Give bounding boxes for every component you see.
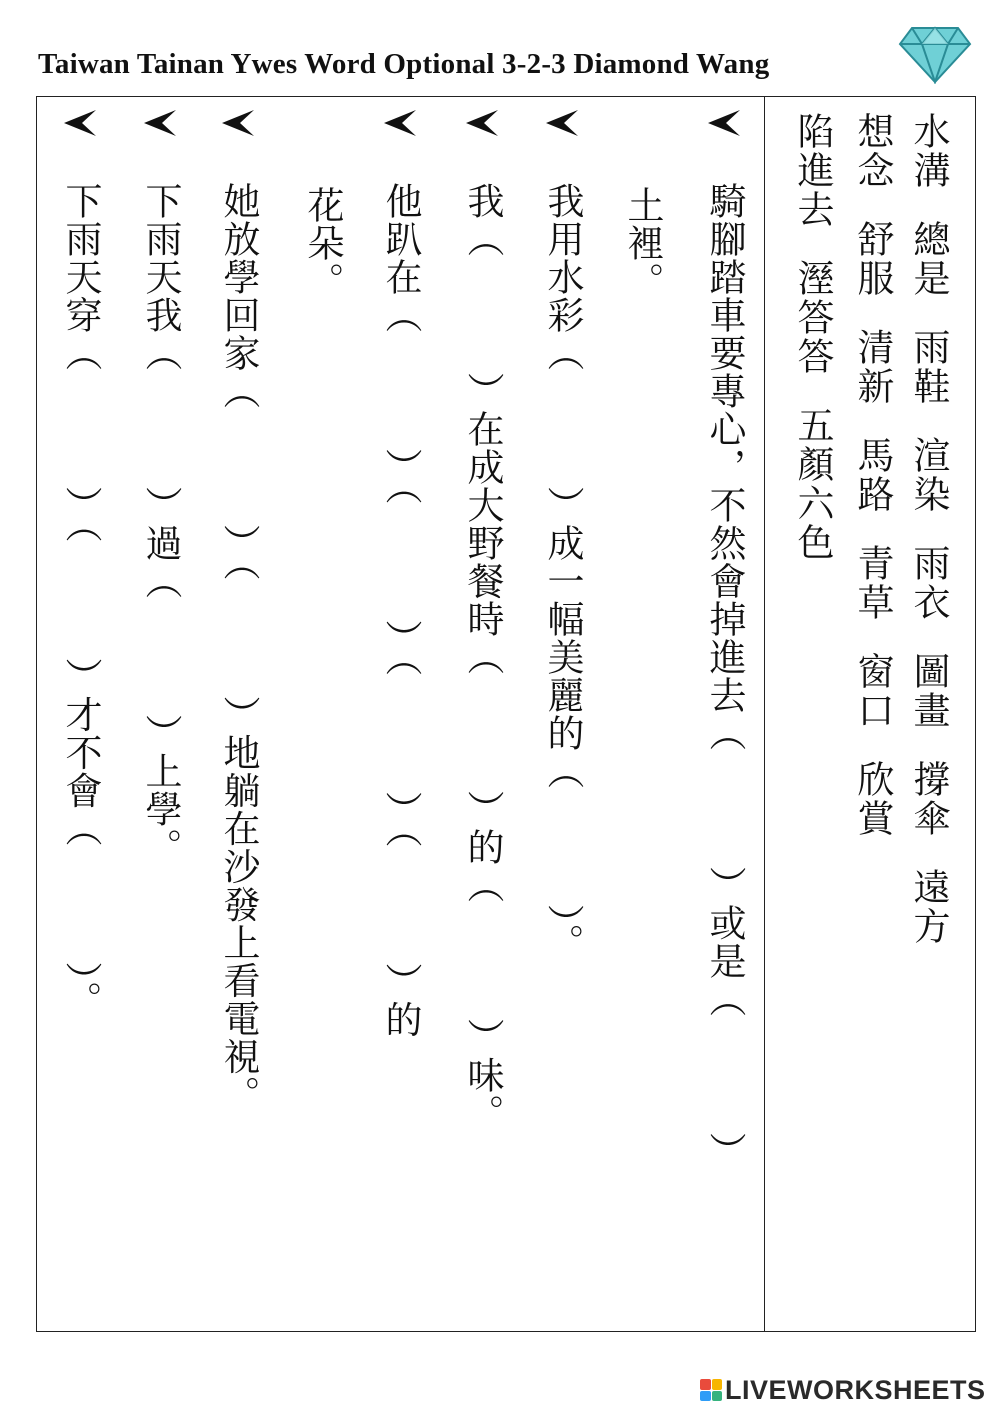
word-bank-word: 舒服: [851, 220, 894, 298]
question-item: [538, 100, 586, 1328]
question-text[interactable]: 他趴在（ ）（ ）（ ）（ ）的: [379, 182, 422, 1039]
question-item: [458, 100, 506, 1328]
bullet-arrow-icon: [382, 108, 418, 138]
word-bank-word: 想念: [851, 112, 894, 190]
question-text[interactable]: 騎腳踏車要專心，不然會掉進去（ ）或是（ ）: [703, 182, 746, 1170]
question-item: [376, 100, 424, 1328]
word-bank-column: [850, 112, 894, 1292]
question-text[interactable]: 我（ ）在成大野餐時（ ）的（ ）味。: [461, 182, 504, 1132]
bullet-arrow-icon: [544, 108, 580, 138]
liveworksheets-brand: LIVEWORKSHEETS: [725, 1374, 986, 1405]
question-text[interactable]: 下雨天穿（ ）（ ）才不會（ ）。: [59, 182, 102, 1019]
question-text-continued: 花朵。: [301, 186, 344, 300]
word-bank-word: 渲染: [907, 436, 950, 514]
question-text-continued: 土裡。: [621, 186, 664, 300]
word-bank-word: 遠方: [907, 868, 950, 946]
logo-square-1: [700, 1379, 711, 1390]
bullet-arrow-icon: [220, 108, 256, 138]
question-continuation: [298, 100, 346, 1328]
bullet-arrow-icon: [706, 108, 742, 138]
question-item: [700, 100, 748, 1328]
word-bank-word: 總是: [907, 220, 950, 298]
bullet-arrow-icon: [142, 108, 178, 138]
diamond-icon: [898, 24, 972, 84]
logo-square-4: [712, 1391, 723, 1402]
word-bank-word: 欣賞: [851, 760, 894, 838]
word-bank-column: [906, 112, 950, 1292]
logo-square-2: [712, 1379, 723, 1390]
question-item: [56, 100, 104, 1328]
word-bank-word: 清新: [851, 328, 894, 406]
word-bank-word: 五顏六色: [791, 406, 834, 562]
word-bank-word: 圖畫: [907, 652, 950, 730]
word-bank-word: 水溝: [907, 112, 950, 190]
bullet-arrow-icon: [464, 108, 500, 138]
question-text[interactable]: 她放學回家（ ）（ ）地躺在沙發上看電視。: [217, 182, 260, 1114]
bullet-arrow-icon: [62, 108, 98, 138]
word-bank-word: 馬路: [851, 436, 894, 514]
word-bank-word: 陷進去: [791, 112, 834, 229]
question-continuation: [618, 100, 666, 1328]
word-bank-word: 雨衣: [907, 544, 950, 622]
word-bank-column: [790, 112, 834, 1292]
liveworksheets-logo: [700, 1374, 986, 1405]
word-bank-word: 溼答答: [791, 259, 834, 376]
logo-square-3: [700, 1391, 711, 1402]
word-bank-word: 撐傘: [907, 760, 950, 838]
question-text[interactable]: 下雨天我（ ）過（ ）上學。: [139, 182, 182, 866]
worksheet-title: Taiwan Tainan Ywes Word Optional 3-2-3 Diamond Wang: [38, 48, 770, 80]
word-bank-divider: [764, 96, 765, 1332]
question-text[interactable]: 我用水彩（ ）成一幅美麗的（ ）。: [541, 182, 584, 962]
word-bank-word: 青草: [851, 544, 894, 622]
question-item: [136, 100, 184, 1328]
liveworksheets-logo-icon: [700, 1379, 722, 1401]
word-bank-word: 窗口: [851, 652, 894, 730]
word-bank-word: 雨鞋: [907, 328, 950, 406]
question-item: [214, 100, 262, 1328]
